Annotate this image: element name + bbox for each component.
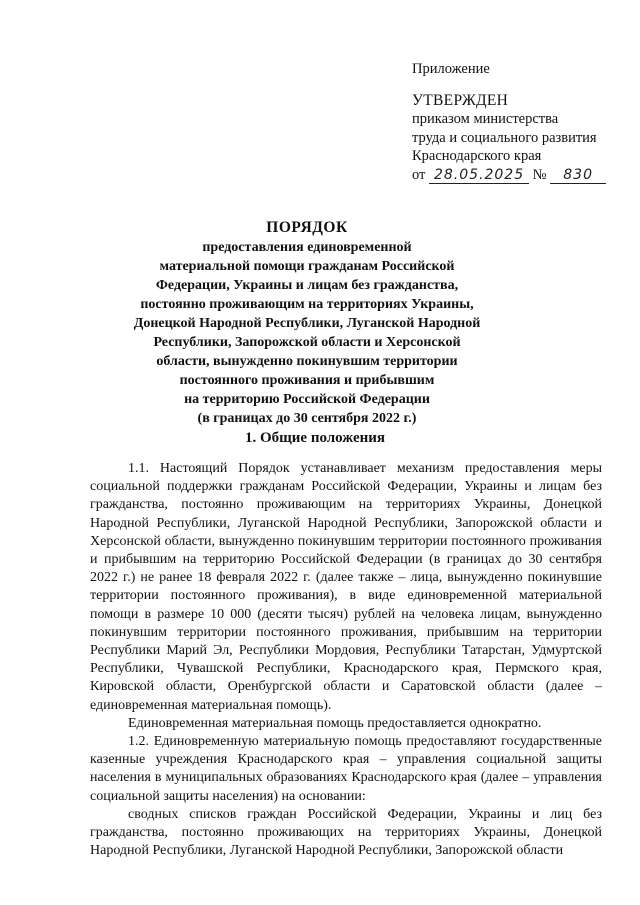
paragraph-1-1: 1.1. Настоящий Порядок устанавливает механизм предоставления меры социальной поддержки гражданам Российской Федерации, Украины и лицам без гражданства, постоянно проживающим на территориях Украины, Донецкой Народной Республики, Луганской Народной Республики, Запорожской области и Херсонской области, вынужденно покинувшим территории постоянного проживания и прибывшим на территорию Российской Федерации (в границах до 30 сентября 2022 г.) не ранее 18 февраля 2022 г. (далее также – лица, вынужденно покинувшие территории постоянного проживания), в виде единовременной материальной помощи в размере 10 000 (десяти тысяч) рублей на человека лицам, вынужденно покинувшим территории постоянного проживания, прибывшим на территории Республики Марий Эл, Республики Мордовия, Республики Татарстан, Удмуртской Республики, Чувашской Республики, Краснодарского края, Пермского края, Кировской области, Оренбургской области и Саратовской области (далее – единовременная материальная помощь). (90, 461, 602, 713)
title-line-9: (в границах до 30 сентября 2022 г.) (197, 411, 417, 426)
title-line-5: Республики, Запорожской области и Херсонской (153, 335, 461, 350)
title-line-7: постоянного проживания и прибывшим (179, 373, 435, 388)
handwritten-number: 830 (550, 168, 606, 184)
approval-line-1: приказом министерства (412, 111, 559, 127)
date-prefix: от (412, 166, 426, 183)
title-line-2: Федерации, Украины и лицам без гражданства, (155, 278, 459, 293)
paragraph-one-time: Единовременная материальная помощь предоставляется однократно. (128, 715, 542, 731)
title-line-4: Донецкой Народной Республики, Луганской Народной (133, 316, 481, 331)
document-body (90, 460, 602, 860)
section-heading: 1. Общие положения (244, 430, 386, 446)
title-line-6: области, вынужденно покинувшим территории (156, 354, 458, 369)
paragraph-1-2: 1.2. Единовременную материальную помощь предоставляют государственные казенные учреждения Краснодарского края – управления социальной защиты населения в муниципальных образованиях Краснодарского края (далее – управления социальной защиты населения) на основании: (90, 734, 602, 804)
approval-block (412, 60, 622, 184)
handwritten-date: 28.05.2025 (429, 168, 529, 184)
number-prefix: № (532, 166, 547, 183)
paragraph-lists: сводных списков граждан Российской Федерации, Украины и лиц без гражданства, постоянно проживающих на территориях Украины, Донецкой Народной Республики, Луганской Народной Республики, Запорожской области (90, 806, 602, 859)
document-title-block (92, 218, 522, 428)
title-line-1: материальной помощи гражданам Российской (159, 259, 455, 274)
appendix-label: Приложение (412, 61, 490, 77)
title-line-8: на территорию Российской Федерации (184, 392, 430, 407)
title-line-3: постоянно проживающим на территориях Украины, (140, 297, 474, 312)
approval-line-3: Краснодарского края (412, 148, 542, 164)
title-line-0: предоставления единовременной (202, 240, 412, 255)
approval-line-2: труда и социального развития (412, 129, 597, 146)
approval-date-line (412, 166, 622, 185)
approved-label: УТВЕРЖДЕН (412, 91, 509, 109)
document-title: ПОРЯДОК (266, 219, 348, 236)
